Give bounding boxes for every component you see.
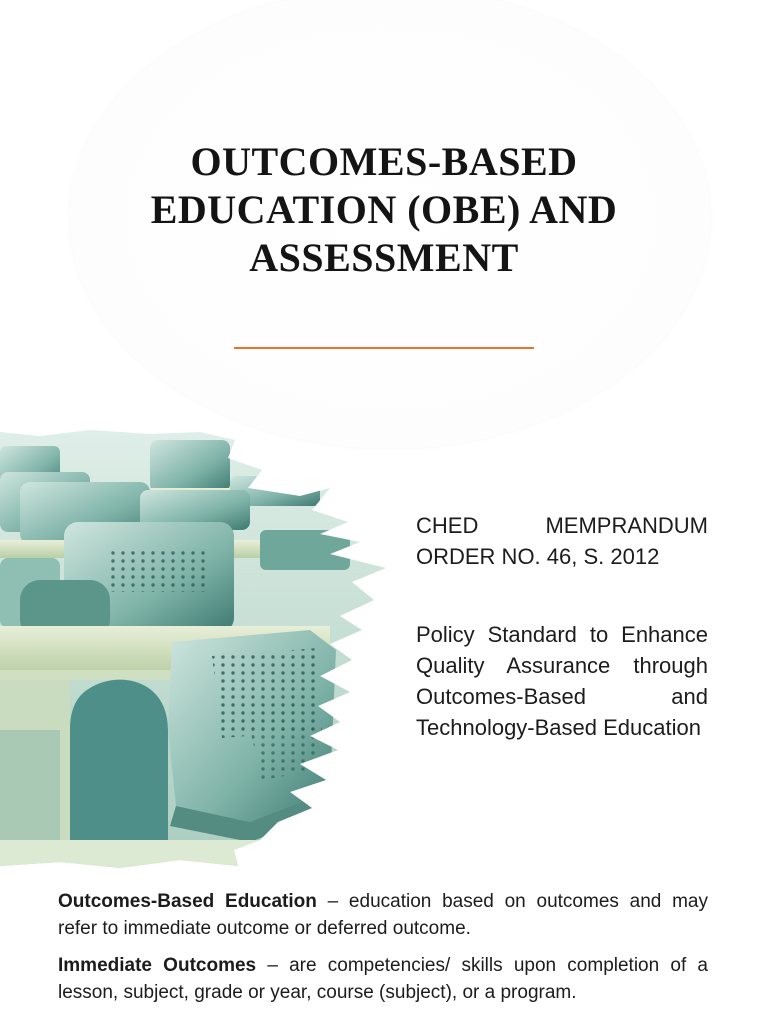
definition-text: – are competencies/ skills upon completion of a lesson, subject, grade or year, course (subject), or a program. bbox=[58, 955, 709, 1003]
definition-obe bbox=[58, 888, 708, 942]
memo-line-2: ORDER NO. 46, S. 2012 bbox=[416, 544, 660, 569]
definition-immediate-outcomes bbox=[58, 952, 708, 1006]
memo-heading bbox=[416, 510, 708, 572]
title-divider bbox=[234, 347, 534, 349]
title-line-1: OUTCOMES-BASED bbox=[190, 139, 578, 184]
page-title bbox=[84, 138, 684, 282]
title-line-3: ASSESSMENT bbox=[249, 235, 519, 280]
policy-statement: Policy Standard to Enhance Quality Assurance through Outcomes-Based and Technology-Based Education bbox=[416, 622, 708, 740]
computer-lab-photo bbox=[0, 430, 400, 870]
definition-text: – education based on outcomes and may refer to immediate outcome or deferred outcome. bbox=[58, 891, 708, 939]
definition-term: Outcomes-Based Education bbox=[58, 891, 317, 912]
title-line-2: EDUCATION (OBE) AND bbox=[150, 187, 618, 232]
memo-line-1: CHED MEMPRANDUM bbox=[416, 513, 708, 538]
definition-term: Immediate Outcomes bbox=[58, 955, 257, 976]
